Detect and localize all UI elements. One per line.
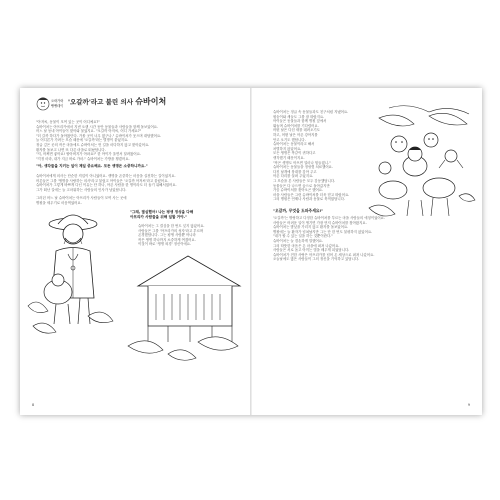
emphasis-line: "아, 생각들을 지키는 일이 제일 중요해요. 모든 생명은 소중하니까요." <box>36 164 148 168</box>
text-line: 가끔 슈바이처를 찾아오곤 했어요. <box>273 188 324 193</box>
text-line: 슈바이처는 그 결심을 한 번도 잊지 않았어요. <box>138 224 205 228</box>
text-line: 병원을 세우기로 마음먹었어요. <box>36 200 82 205</box>
text-line: 슈바이처가 전한 사랑은 아프리카를 넘어 온 세상으로 퍼져 나갔어요. <box>273 252 375 257</box>
text-line: 슈바이처가 그렇게 바쁘게 다닌 이유는 단 하나, 아픈 사람을 한 명이라도 더 돕기 위해서였어요. <box>36 183 177 188</box>
text-line: 사람들은 서로 돕고 아끼는 법을 배우게 되었답니다. <box>273 248 350 253</box>
page-number-left: 8 <box>32 403 35 407</box>
paragraph-1-right <box>273 110 368 202</box>
paragraph-2-right <box>273 216 463 262</box>
text-line: 슈바이처에게 의사는 단순한 직업이 아니었어요. 생명을 존중하는 마음을 실천하는 길이었지요. <box>36 174 176 178</box>
text-line: '오갈까'는 명랑하고 다정한 슈바이처를 부르는 마을 사람들의 애칭이었어요. <box>273 216 386 220</box>
text-line: 그가 떠난 길에는 늘 고마워하는 사람들의 인사가 남았답니다. <box>36 187 127 192</box>
text-line: 아픈 다리를 살펴 주었지요. <box>273 174 314 179</box>
text-line: 어떤 날은 다친 새를 데려오기도 <box>273 128 320 133</box>
badge-line-1: 오락가락 <box>51 99 64 103</box>
title-name: 슈바이처 <box>135 97 167 106</box>
text-line: 원숭이와 새들도 그를 잘 따랐지요. <box>273 114 325 119</box>
text-line: 하고, 어떤 날은 아픈 강아지를 <box>273 132 318 137</box>
paragraph-1 <box>36 120 236 161</box>
paragraph-2 <box>36 174 236 192</box>
page-number-right: 9 <box>467 403 470 407</box>
text-line: "걱정 마라, 내가 지금 바로 가마." 슈바이처는 가방을 챙겼어요. <box>36 156 130 161</box>
quote-block: "그래, 결심했어! 나는 평생 정성을 다해 아프리카 사람들을 위해 일할 거야." <box>130 210 194 219</box>
text-line: 작은 생명 하나까지 소중하게 여겼어요. <box>138 237 196 242</box>
text-line: 뛰놀며 슈바이처를 기다렸어요. <box>273 123 319 128</box>
text-line: 슈바이처는 늘 겸손하게 말했어요. <box>273 238 324 243</box>
text-line: 슈바이처는 동물이라고 해서 <box>273 142 315 147</box>
text-line: 어느 날 동네 아이들이 찾아와 물었지요. "오갈까 아저씨, 어디 가세요?" <box>36 129 142 134</box>
left-page <box>20 88 251 415</box>
text-line: 슈바이처는 동물들을 정성껏 치료했어요. <box>273 165 333 170</box>
text-line: 사람들은 어려운 일이 생기면 가장 먼저 슈바이처를 찾아왔지요. <box>273 220 367 225</box>
house-illustration <box>128 246 248 366</box>
text-line: 오늘날에도 많은 사람들이 그의 정신을 기억하고 있답니다. <box>273 257 360 262</box>
text-line: 존경했답니다. 그는 평생 사람뿐 아니라 <box>138 233 196 238</box>
text-line: 사람들은 그를 '아프리카의 성자'라고 부르며 <box>138 228 204 233</box>
paragraph-3 <box>36 196 236 205</box>
text-line: 늘 어디론가 가려는 모습 때문에 '오갈까'라는 별명이 붙었지요. <box>36 138 129 143</box>
text-line: 슈바이처는 밤낮을 가리지 않고 환자를 돌보았어요. <box>273 225 349 230</box>
text-line: 병원에는 늘 환자가 넘쳐났지만 그는 단 한 번도 불평하지 않았어요. <box>273 229 373 234</box>
text-line: 그의 따뜻한 마음은 온 마을에 퍼져 나갔어요. <box>273 243 340 248</box>
section-subheading: "오갈까, 무엇을 도와주세요!" <box>273 208 324 213</box>
text-line: 그 모습을 본 사람들은 모두 감동했답니다. <box>273 178 336 183</box>
text-line: 그의 병원은 언제나 사람과 동물로 북적였답니다. <box>273 197 345 202</box>
text-line: 슈바이처는 정글 속 동물들과도 친구처럼 지냈어요. <box>273 110 349 114</box>
text-line: 이것이 바로 '생명 외경' 정신이에요. <box>138 242 192 247</box>
text-line: 슈바이처는 아프리카에서 지낸 오랜 시간 동안 동물들과 사람들을 함께 돌보았어요. <box>36 124 159 129</box>
text-line: 차별하지 않았어요. <box>273 146 302 151</box>
text-line: "더 갈까 하다가 돌아왔단다. 가볼 곳이 너무 많구나." 슈바이처가 웃으며 대답했어요. <box>36 133 162 138</box>
doctor-illustration <box>28 206 128 336</box>
character-badge-icon <box>36 94 62 114</box>
text-line: "작은 생명도 아프면 얼마나 힘들겠니." <box>273 160 331 165</box>
text-line: 그러던 어느 날 슈바이처는 아프리카 사람들이 모여 사는 곳에 <box>36 196 127 200</box>
text-line: 환자를 돌보고 나면 또 다른 마을로 떠났답니다. <box>36 147 106 152</box>
text-line: "내가 할 수 있는 일을 하는 것뿐이란다." <box>273 234 333 239</box>
book-spread <box>20 88 482 415</box>
jungle-animals-illustration <box>369 104 477 224</box>
text-line: 마을 사람들은 그런 슈바이처를 더욱 믿고 따랐어요. <box>273 192 350 197</box>
badge-line-2: 빵빵데이 <box>51 104 64 108</box>
text-line: 정글 깊은 곳의 작은 마을에도 슈바이처는 먼 길을 마다하지 않고 찾아갔어요. <box>36 142 150 147</box>
text-line: 다친 날개에 붕대를 감아 주고 <box>273 169 317 174</box>
text-line: 안고 오기도 했답니다. <box>273 137 306 142</box>
text-line: 동물들은 다 나으면 숲으로 돌아갔지만 <box>273 183 330 188</box>
chapter-title <box>68 96 166 107</box>
text-line: "저, 어쩌면 좋아요! 할아버지가 아파요!" 한 아이가 울면서 달려왔어요. <box>36 152 142 157</box>
text-line: 생각했기 때문이지요. <box>273 155 305 160</box>
text-line: "아저씨, 동물이 모여 있는 곳이 어디예요?" <box>36 120 100 124</box>
text-line: 아이들은 동물들과 함께 병원 앞에서 <box>273 119 327 124</box>
title-quote: '오갈까'라고 불린 의사 <box>68 98 134 106</box>
text-line: 모든 생명은 똑같이 귀하다고 <box>273 151 316 156</box>
right-page <box>251 88 482 415</box>
text-line: 어른들은 그를 '생명을 사랑하는 의사'라고 불렀고 아이들은 '오갈까 아저씨'라고 불렀어요. <box>36 178 169 183</box>
paragraph-4 <box>138 224 246 247</box>
